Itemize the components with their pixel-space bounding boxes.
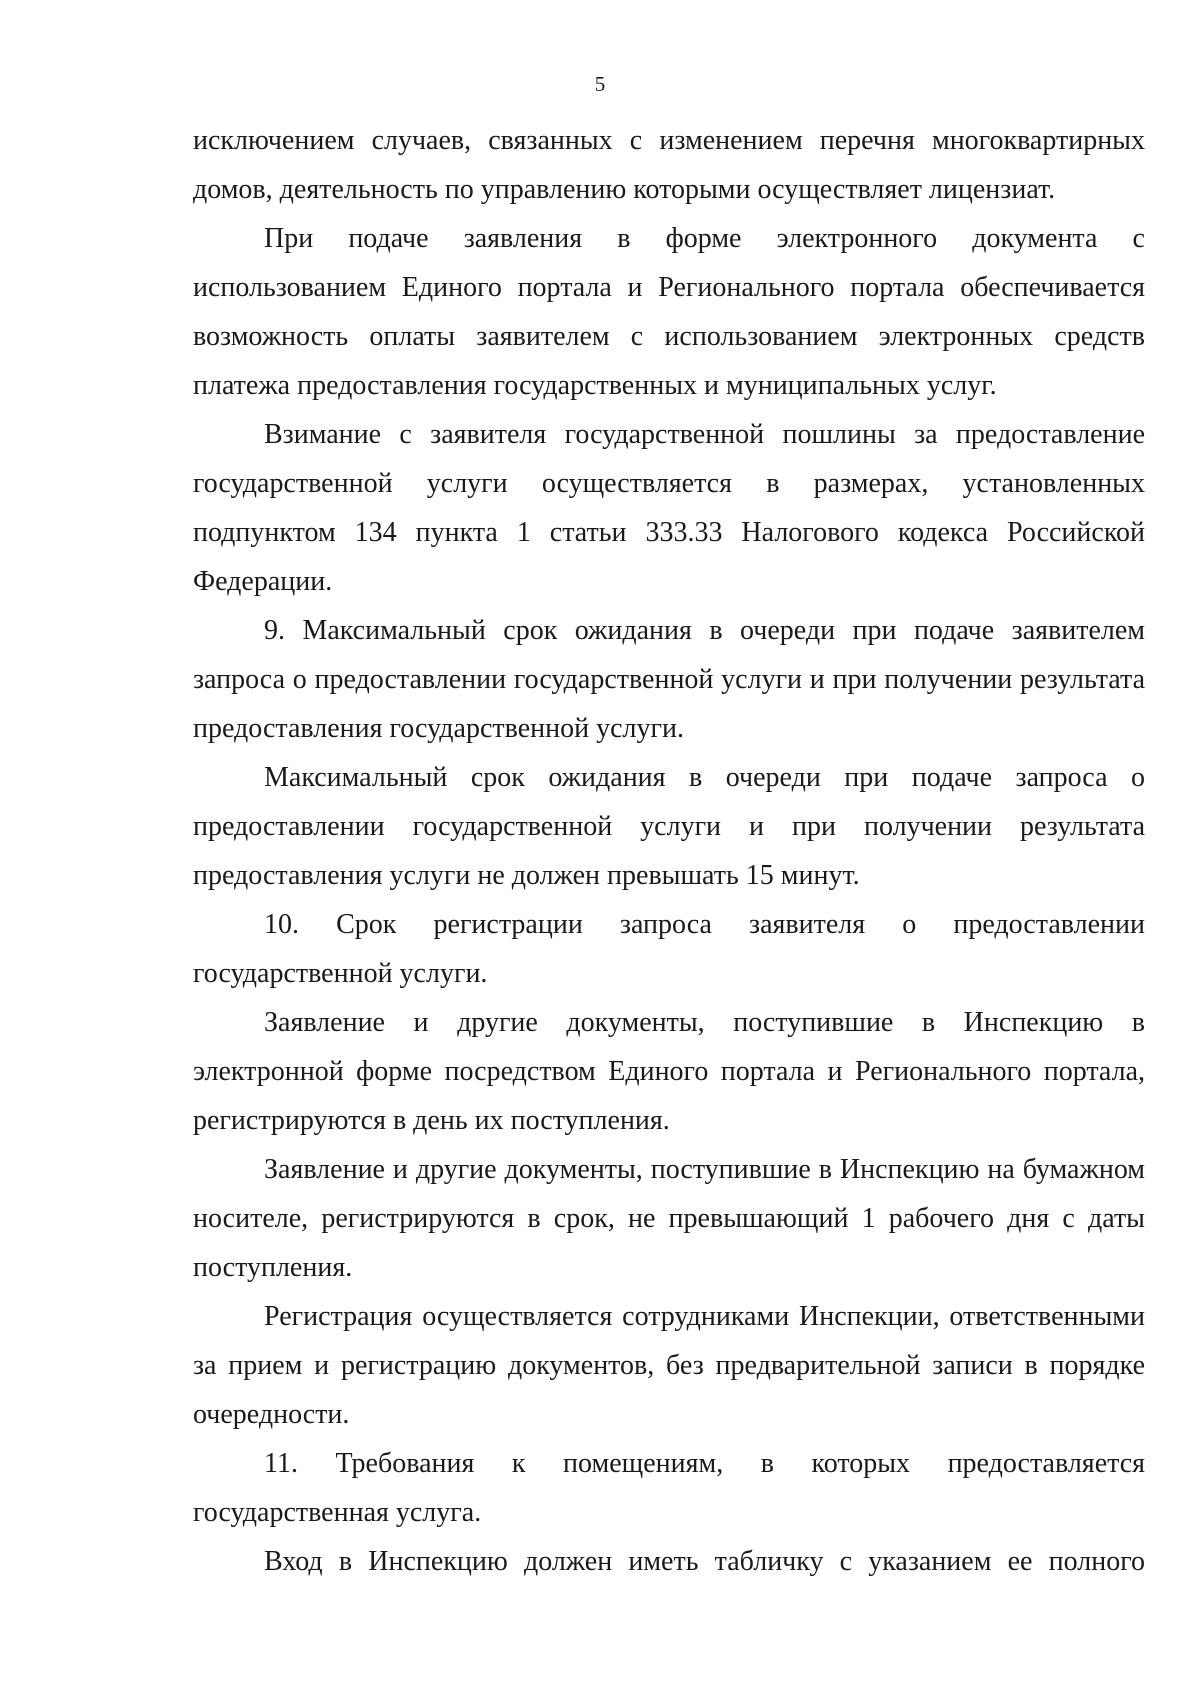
paragraph-entrance-sign: Вход в Инспекцию должен иметь табличку с указанием ее полного <box>264 1546 1145 1577</box>
paragraph-paper-registration: Заявление и другие документы, поступившие в Инспекцию на бумажном носителе, регистрируются в срок, не превышающий 1 рабочего дня с даты поступления. <box>193 1154 1145 1283</box>
paragraph-continuation: исключением случаев, связанных с изменением перечня многоквартирных домов, деятельность по управлению которыми осуществляет лицензиат. <box>193 125 1145 205</box>
paragraph-electronic-registration: Заявление и другие документы, поступившие в Инспекцию в электронной форме посредством Единого портала и Регионального портала, регистрируются в день их поступления. <box>193 1007 1145 1136</box>
paragraph-registration-staff: Регистрация осуществляется сотрудниками Инспекции, ответственными за прием и регистрацию документов, без предварительной записи в порядке очередности. <box>193 1301 1145 1430</box>
paragraph-electronic-payment: При подаче заявления в форме электронного документа с использованием Единого портала и Регионального портала обеспечивается возможность оплаты заявителем с использованием электронных средств платежа предоставления государственных и муниципальных услуг. <box>193 223 1145 401</box>
document-body <box>193 116 1145 1586</box>
paragraph-max-wait-time: Максимальный срок ожидания в очереди при подаче запроса о предоставлении государственной услуги и при получении результата предоставления услуги не должен превышать 15 минут. <box>193 762 1145 891</box>
paragraph-state-fee: Взимание с заявителя государственной пошлины за предоставление государственной услуги осуществляется в размерах, установленных подпунктом 134 пункта 1 статьи 333.33 Налогового кодекса Российской Федерации. <box>193 419 1145 597</box>
section-11-heading: 11. Требования к помещениям, в которых предоставляется государственная услуга. <box>193 1448 1145 1528</box>
section-9-heading: 9. Максимальный срок ожидания в очереди при подаче заявителем запроса о предоставлении государственной услуги и при получении результата предоставления государственной услуги. <box>193 615 1145 744</box>
page-number: 5 <box>594 72 606 96</box>
section-10-heading: 10. Срок регистрации запроса заявителя о предоставлении государственной услуги. <box>193 909 1145 989</box>
